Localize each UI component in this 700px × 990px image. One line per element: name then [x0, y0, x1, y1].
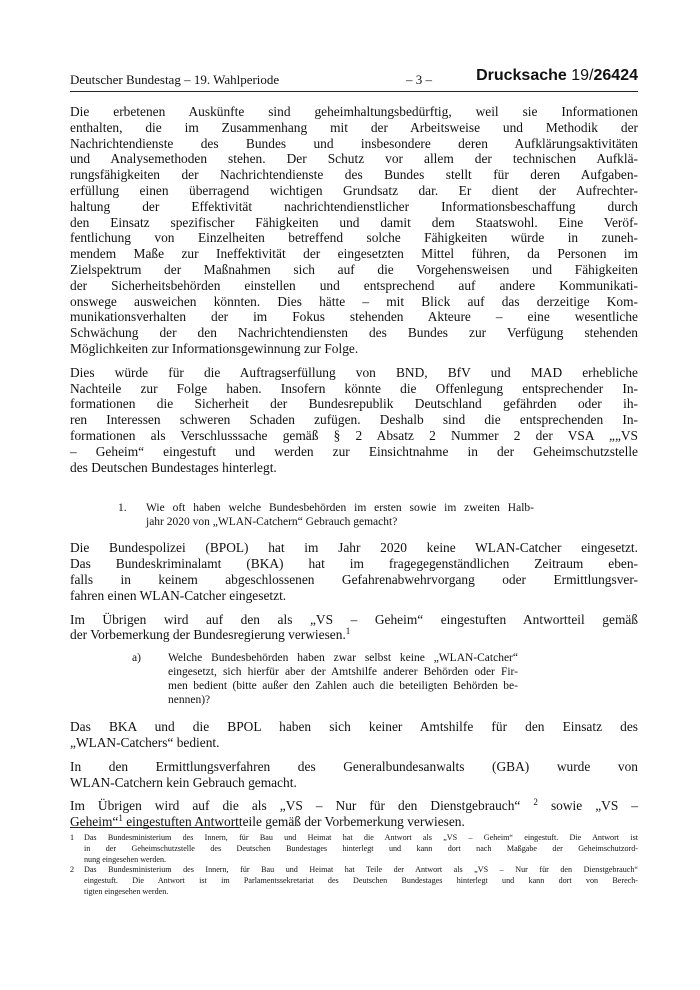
text-line: Im Übrigen wird auf den als „VS – Geheim“ eingestuften Antwortteil gemäß	[70, 611, 638, 627]
question-line: nennen)?	[168, 694, 211, 707]
text-line: mendem Maße zur Ineffektivität der eingesetzten Mittel führen, da Personen im	[70, 246, 638, 262]
answer-1a-reference-paragraph	[70, 798, 638, 830]
question-line: jahr 2020 von „WLAN-Catchern“ Gebrauch gemacht?	[146, 516, 398, 529]
page-number: – 3 –	[406, 72, 432, 87]
footnote-line: in der Geheimschutzstelle des Deutschen Bundestages hinterlegt und kann dort nach Maßgabe der Geheimschutzord-	[84, 843, 638, 853]
text-line: Dies würde für die Auftragserfüllung von BND, BfV und MAD erhebliche	[70, 364, 638, 380]
question-line: men bedient (bitte außer den Zahlen auch die beteiligten Behörden be-	[168, 680, 518, 693]
footnote-divider	[70, 827, 240, 828]
printed-matter-label: Drucksache	[476, 67, 567, 84]
question-line: Welche Bundesbehörden haben zwar selbst keine „WLAN-Catcher“	[168, 652, 518, 665]
text-segment: sowie „VS –	[550, 798, 638, 814]
question-line: eingesetzt, sich hierfür aber der Amtshilfe anderer Behörden oder Fir-	[168, 666, 518, 679]
text-line: formationen die Sicherheit der Bundesrepublik Deutschland gefährden oder ih-	[70, 396, 638, 412]
text-line: fentlichung von Einzelheiten betreffend solche Fähigkeiten würde in zuneh-	[70, 230, 638, 246]
page-header	[70, 67, 638, 92]
footnote-line: Das Bundesministerium des Innern, für Bau und Heimat hat Teile der Antwort als „VS – Nur für den Dienstgebrauch“	[84, 865, 638, 875]
answer-1-reference-paragraph	[70, 612, 638, 644]
footnote-line: Das Bundesministerium des Innern, für Bau und Heimat hat die Antwort als „VS – Geheim“ eingestuft. Die Antwort ist	[84, 833, 638, 842]
text-line: und Analysemethoden stehen. Der Schutz vor allem der technischen Aufklä-	[70, 151, 638, 167]
text-line: rungsfähigkeiten der Nachrichtendienste des Bundes stellt für deren Aufgaben-	[70, 167, 638, 183]
text-line: Die erbetenen Auskünfte sind geheimhaltungsbedürftig, weil sie Informationen	[70, 104, 638, 119]
text-line: – Geheim“ eingestuft und werden zur Einsichtnahme in der Geheimschutzstelle	[70, 443, 638, 459]
answer-1-paragraph	[70, 540, 638, 603]
footnote-1	[70, 833, 638, 865]
footnote-number: 2	[70, 865, 75, 875]
text-line: fahren einen WLAN-Catcher eingesetzt.	[70, 587, 287, 603]
footnote-ref: 1	[345, 626, 351, 637]
text-line: haltung der Effektivität nachrichtendienstlicher Informationsbeschaffung durch	[70, 198, 638, 214]
text-line: ren Interessen schweren Schaden zufügen. Deshalb sind die entsprechenden In-	[70, 412, 638, 428]
text-line: Nachteile zur Folge haben. Insofern könnte die Offenlegung entsprechender In-	[70, 380, 638, 396]
text-line: des Deutschen Bundestages hinterlegt.	[70, 459, 277, 475]
text-line: „WLAN-Catchers“ bedient.	[70, 734, 220, 750]
text-line: Die Bundespolizei (BPOL) hat im Jahr 2020 keine WLAN-Catcher eingesetzt.	[70, 540, 638, 556]
text-line: Nachrichtendienste des Bundes und insbesondere deren Aufklärungsaktivitäten	[70, 135, 638, 151]
text-line: den Einsatz spezifischer Fähigkeiten und damit dem Staatswohl. Eine Veröf-	[70, 214, 638, 230]
text-line: enthalten, die im Zusammenhang mit der Arbeitsweise und Methodik der	[70, 119, 638, 135]
text-line: Zielspektrum der Maßnahmen sich auf die Vorgehensweisen und Fähigkeiten	[70, 261, 638, 277]
question-number: 1.	[118, 502, 127, 515]
answer-1a-paragraph	[70, 719, 638, 751]
printed-matter-number	[476, 67, 638, 85]
footnote-2	[70, 865, 638, 897]
text-line: onswege ausweichen könnten. Dies hätte – mit Blick auf das derzeitige Kom-	[70, 293, 638, 309]
text-line	[70, 798, 638, 814]
text-line: erfüllung einen überragend wichtigen Grundsatz dar. Er dient der Aufrechter-	[70, 182, 638, 198]
text-line: In den Ermittlungsverfahren des Generalbundesanwalts (GBA) wurde von	[70, 758, 638, 774]
text-line: Möglichkeiten zur Informationsgewinnung zur Folge.	[70, 340, 359, 356]
question-1a	[70, 651, 638, 707]
text-segment: Geheim“	[70, 814, 119, 830]
text-line: formationen als Verschlusssache gemäß § 2 Absatz 2 Nummer 2 der VSA „„VS	[70, 427, 638, 443]
footnote-ref: 1	[118, 813, 123, 824]
question-line: Wie oft haben welche Bundesbehörden im ersten sowie im zweiten Halb-	[146, 502, 534, 515]
text-line: Schwächung der den Nachrichtendiensten des Bundes zur Verfügung stehenden	[70, 325, 638, 341]
printed-matter-bold-number: 26424	[593, 67, 638, 84]
text-line: WLAN-Catchern kein Gebrauch gemacht.	[70, 774, 297, 790]
answer-1a-gba-paragraph	[70, 759, 638, 791]
footnotes	[70, 833, 638, 898]
text-line: Das Bundeskriminalamt (BKA) hat im fragegegenständlichen Zeitraum eben-	[70, 556, 638, 572]
header-parliament-period: Deutscher Bundestag – 19. Wahlperiode	[70, 72, 280, 87]
paragraph-classification	[70, 365, 638, 476]
text-segment: Im Übrigen wird auf die als „VS – Nur für den Dienstgebrauch“	[70, 798, 521, 814]
text-line	[70, 627, 638, 643]
footnote-line: eingestuft. Die Antwort ist im Parlamentssekretariat des Deutschen Bundestages hinterlegt und kann dort von Berech-	[84, 876, 638, 886]
text-line: Das BKA und die BPOL haben sich keiner Amtshilfe für den Einsatz des	[70, 719, 638, 735]
text-segment: der Vorbemerkung der Bundesregierung verwiesen.	[70, 627, 346, 643]
text-line: der Sicherheitsbehörden einstellen und entsprechend auf andere Kommunikati-	[70, 277, 638, 293]
question-number: a)	[132, 652, 141, 665]
text-segment: eingestuften Antwortteile gemäß der Vorbemerkung verwiesen.	[126, 814, 465, 830]
footnote-number: 1	[70, 833, 75, 842]
document-body	[70, 104, 638, 838]
footnote-line: tigten eingesehen werden.	[84, 886, 169, 896]
printed-matter-prefix: 19/	[571, 67, 594, 84]
text-line: falls in keinem abgeschlossenen Gefahrenabwehrvorgang oder Ermittlungsver-	[70, 571, 638, 587]
footnote-ref: 2	[533, 797, 538, 808]
paragraph-confidentiality-reasoning	[70, 104, 638, 357]
text-line: munikationsverhalten der im Fokus stehenden Akteure – eine wesentliche	[70, 309, 638, 325]
question-1	[70, 501, 638, 529]
footnote-line: nung eingesehen werden.	[84, 854, 167, 864]
